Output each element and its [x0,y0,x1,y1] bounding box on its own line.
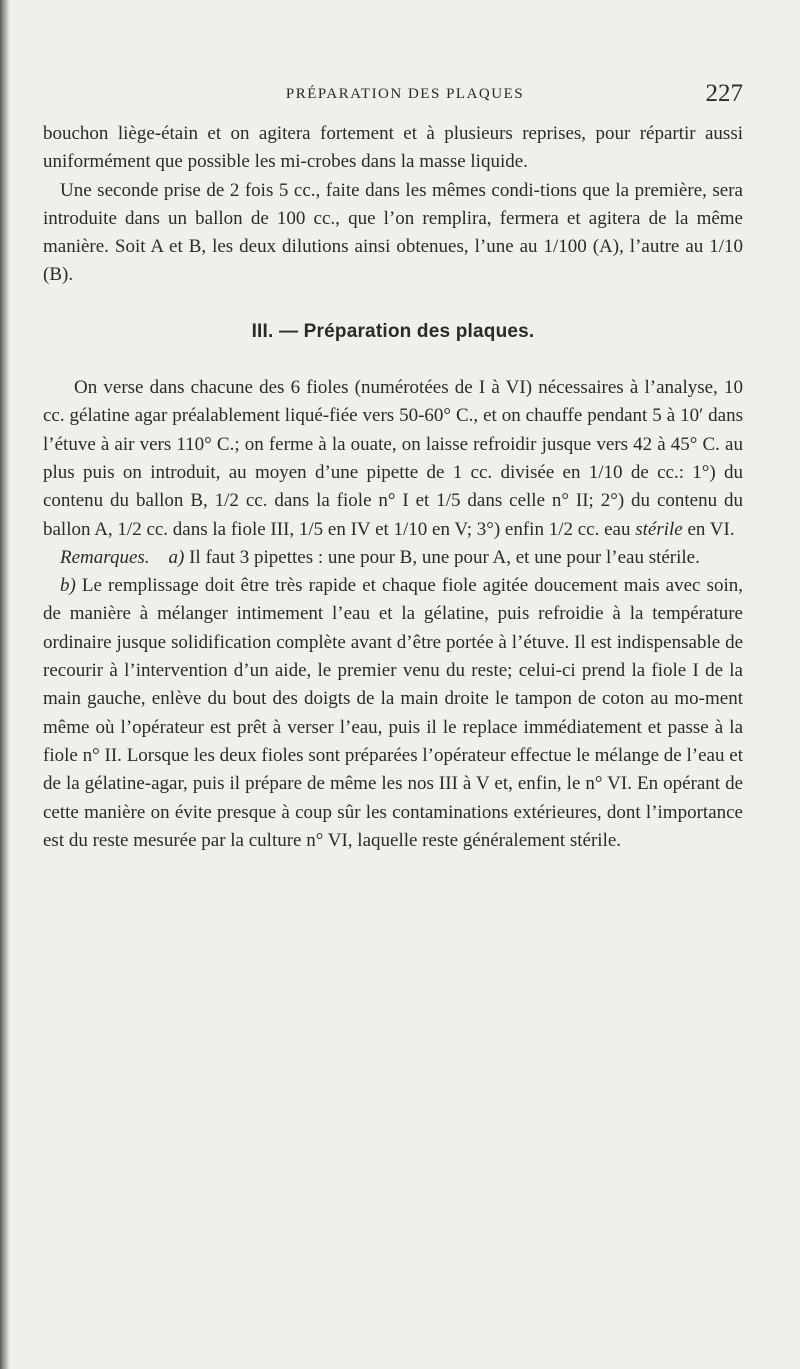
page-binding-shadow [0,0,10,1369]
remarques-label: Remarques. [60,546,150,568]
remark-b-text: Le remplissage doit être très rapide et chaque fiole agitée doucement mais avec soin, de manière à mélanger intimement l’eau et la gélatine, puis refroidie à la température ordinaire jusque solidification complète avant d’être portée à l’étuve. Il est indispensable de recourir à l’intervention d’un aide, le premier venu du reste; celui-ci prend la fiole I de la main gauche, enlève du bout des doigts de la main droite le tampon de coton au mo-ment même où l’opérateur est prêt à verser l’eau, puis il le replace immédiatement et passe à la fiole n° II. Lorsque les deux fioles sont préparées l’opérateur effectue le mélange de l’eau et de la gélatine-agar, puis il prépare de même les nos III à V et, enfin, le n° VI. En opérant de cette manière on évite presque à coup sûr les contaminations extérieures, dont l’importance est du reste mesurée par la culture n° VI, laquelle reste généralement stérile. [43,575,743,851]
remark-a-text: Il faut 3 pipettes : une pour B, une pour A, et une pour l’eau stérile. [184,546,700,568]
remark-b [43,572,743,855]
book-page [43,80,743,855]
remark-a [43,544,743,572]
paragraph-second-sample: Une seconde prise de 2 fois 5 cc., faite dans les mêmes condi-tions que la première, sera introduite dans un ballon de 100 cc., que l’on remplira, fermera et agitera de la même manière. Soit A et B, les deux dilutions ainsi obtenues, l’une au 1/100 (A), l’autre au 1/10 (B). [43,179,743,286]
body-text [43,120,743,855]
section-heading: III. — Préparation des plaques. [251,320,535,342]
running-title: PRÉPARATION DES PLAQUES [285,86,525,102]
remark-b-label: b) [60,575,76,597]
paragraph-procedure [43,374,743,544]
paragraph-continuation: bouchon liège-étain et on agitera fortement et à plusieurs reprises, pour répartir aussi uniformément que possible les mi-crobes dans la masse liquide. [43,123,743,173]
page-number: 227 [705,80,743,107]
running-header [43,80,743,106]
remark-a-label: a) [168,546,185,568]
italic-sterile: stérile [635,518,683,540]
procedure-text: On verse dans chacune des 6 fioles (numérotées de I à VI) nécessaires à l’analyse, 10 cc. gélatine agar préalablement liqué-fiée vers 50-60° C., et on chauffe pendant 5 à 10′ dans l’étuve à air vers 110° C.; on ferme à la ouate, on laisse refroidir jusque vers 42 à 45° C. au plus puis on introduit, au moyen d’une pipette de 1 cc. divisée en 1/10 de cc.: 1°) du contenu du ballon B, 1/2 cc. dans la fiole n° I et 1/5 dans celle n° II; 2°) du contenu du ballon A, 1/2 cc. dans la fiole III, 1/5 en IV et 1/10 en V; 3°) enfin 1/2 cc. eau [43,377,743,540]
procedure-end: en VI. [682,518,735,540]
